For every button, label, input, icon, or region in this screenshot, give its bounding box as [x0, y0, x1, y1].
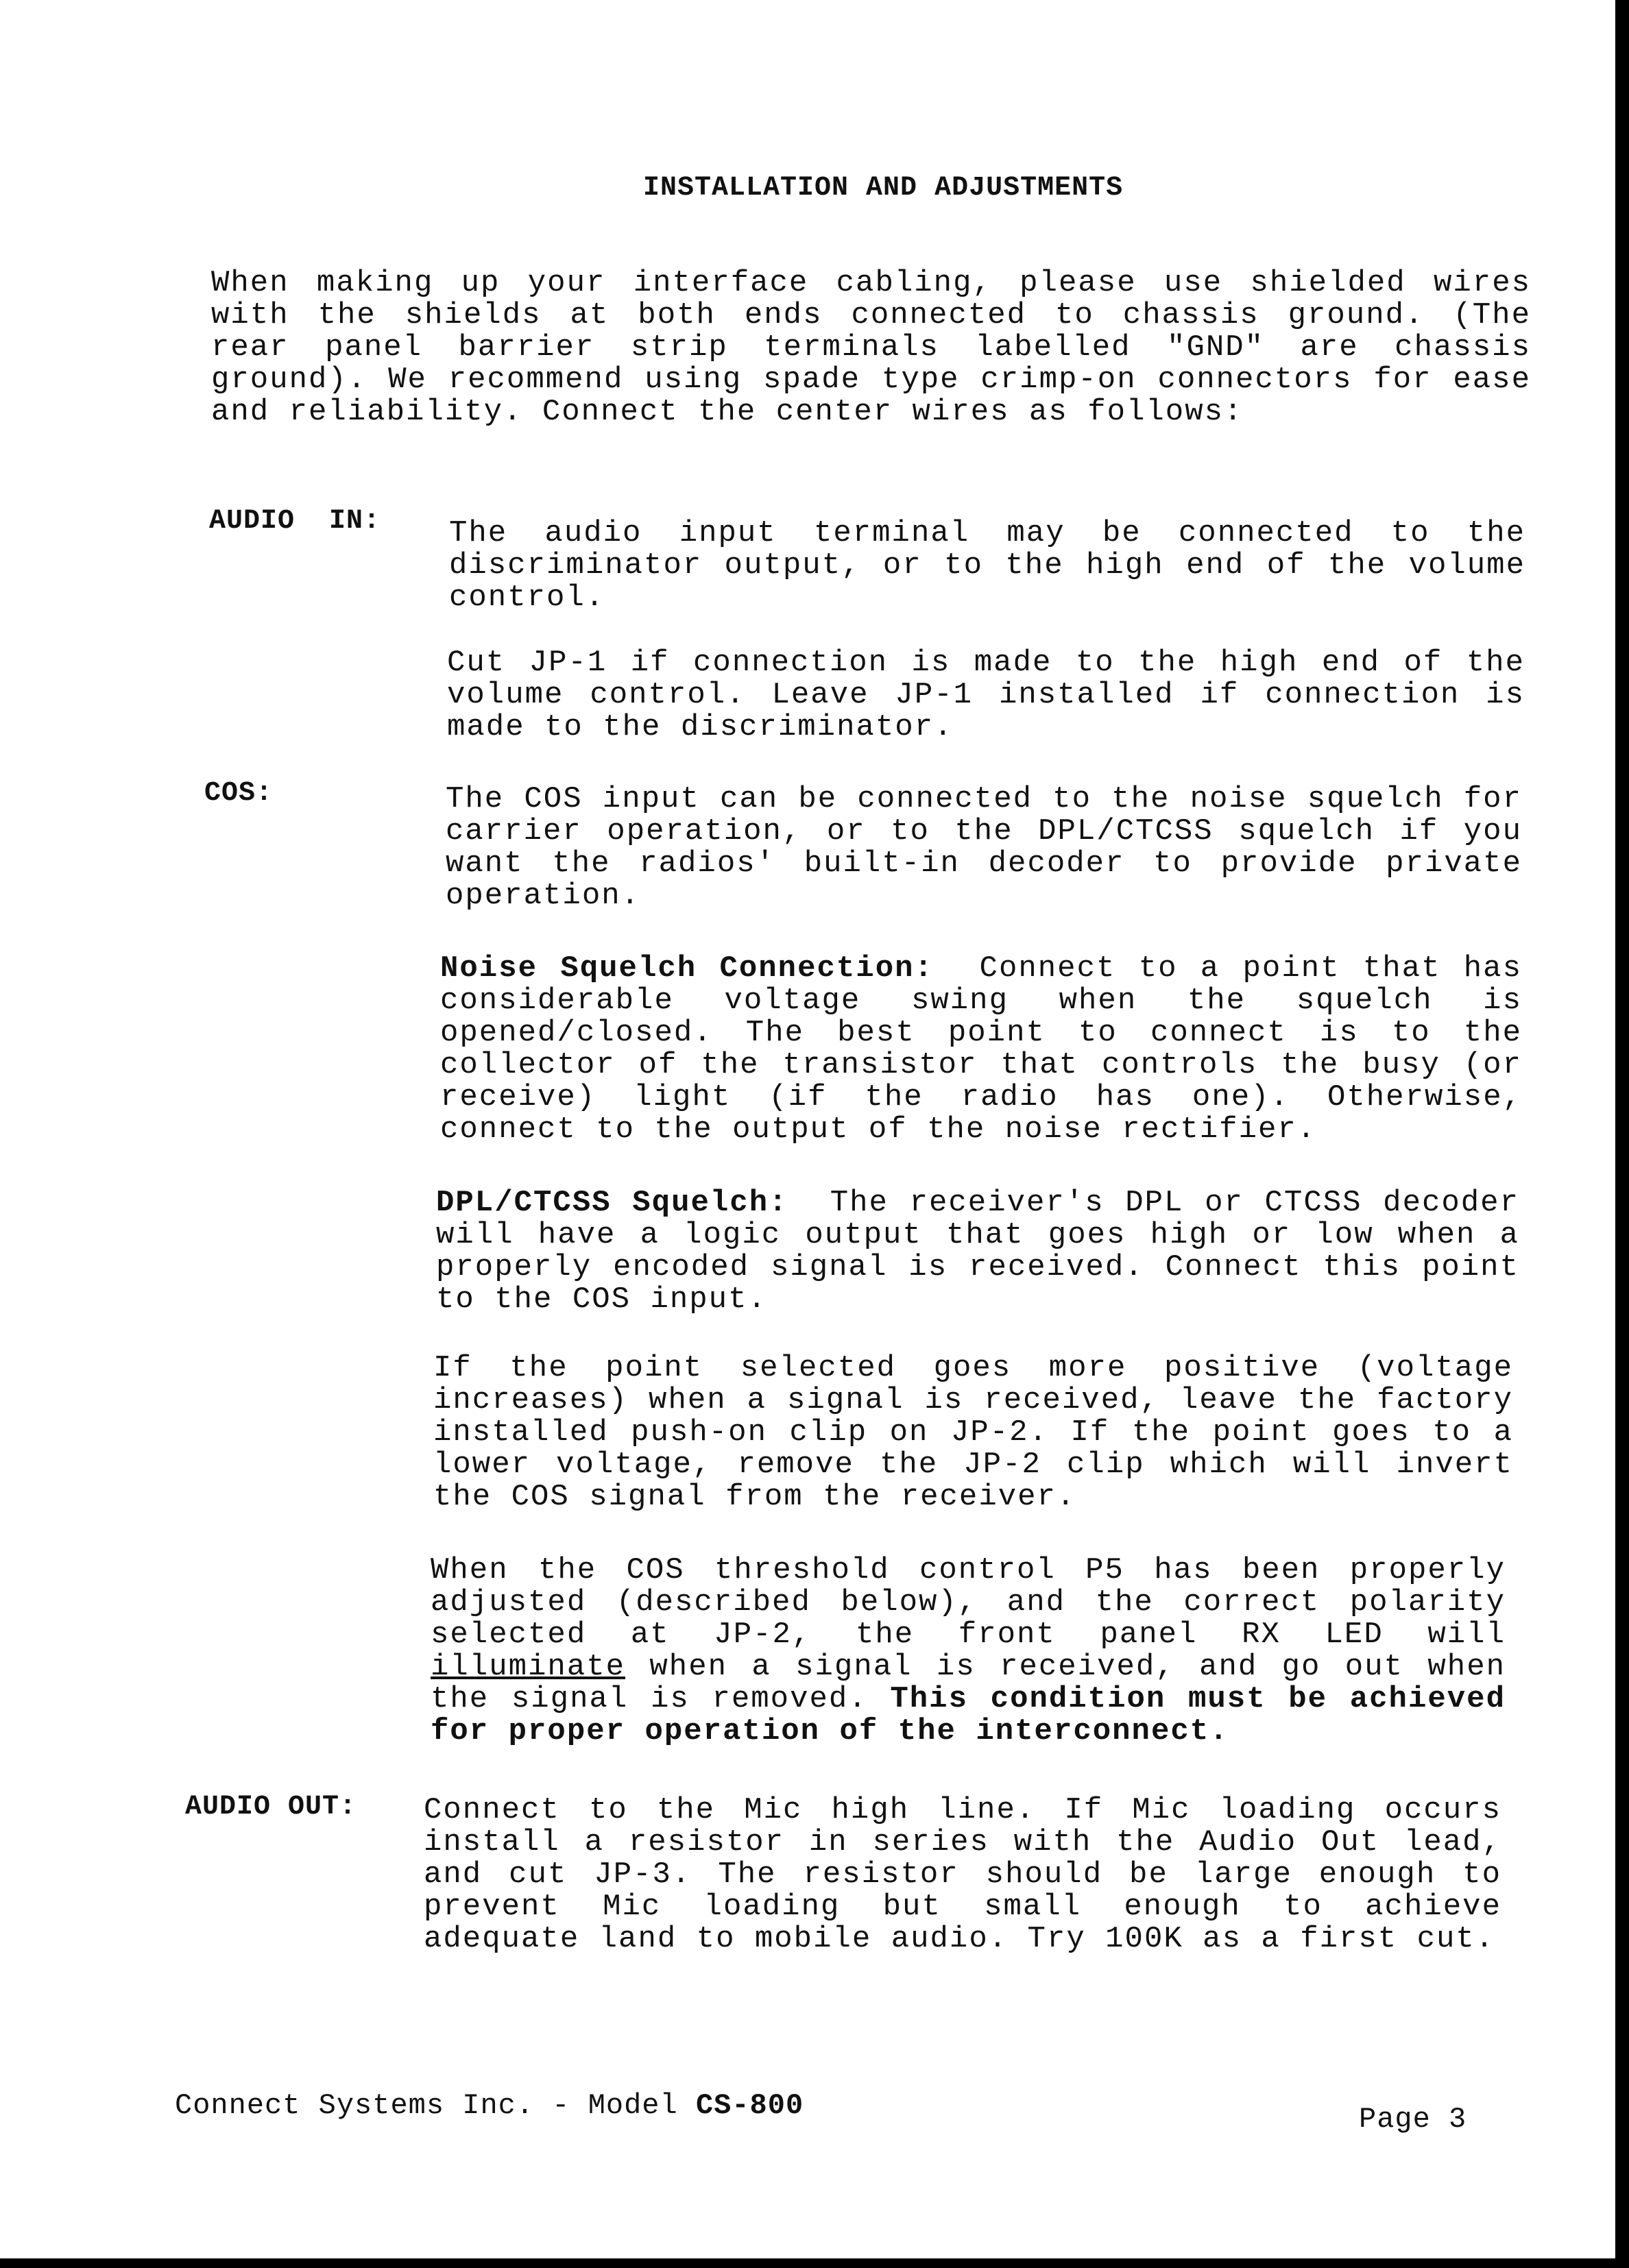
footer-company	[175, 2089, 804, 2122]
page-title: INSTALLATION AND ADJUSTMENTS	[643, 173, 1124, 204]
noise-squelch-paragraph	[440, 953, 1522, 1146]
scan-border-bottom	[0, 2258, 1629, 2268]
cos-label: COS:	[204, 778, 274, 809]
footer-company-text: Connect Systems Inc. - Model	[175, 2089, 678, 2122]
noise-squelch-text: Connect to a point that has considerable voltage swing when the squelch is opened/closed. The best point to connect is to the collector of the transistor that controls the busy (or receive) light (if the radio has one). Otherwise, connect to the output of the noise rectifier.	[440, 951, 1522, 1147]
dpl-ctcss-heading: DPL/CTCSS Squelch:	[436, 1186, 788, 1220]
audio-in-paragraph-2: Cut JP-1 if connection is made to the high end of the volume control. Leave JP-1 installed if connection is made to the discriminator.	[447, 646, 1525, 744]
noise-squelch-heading: Noise Squelch Connection:	[440, 951, 934, 986]
dpl-ctcss-paragraph	[436, 1187, 1519, 1316]
page-number: Page 3	[1359, 2103, 1467, 2136]
cos-threshold-text-b: when a signal is received, and go out when the signal is removed.	[431, 1650, 1506, 1716]
cos-polarity-paragraph: If the point selected goes more positive (voltage increases) when a signal is received, leave the factory installed push-on clip on JP-2. If the point goes to a lower voltage, remove the JP-2 clip which will invert the COS signal from the receiver.	[433, 1351, 1513, 1514]
audio-in-paragraph-1: The audio input terminal may be connected to the discriminator output, or to the high end of the volume control.	[449, 516, 1525, 615]
intro-paragraph: When making up your interface cabling, please use shielded wires with the shields at both ends connected to chassis ground. (The rear panel barrier strip terminals labelled "GND" are chassis ground). We recommend using spade type crimp-on connectors for ease and reliability. Connect the center wires as follows:	[211, 266, 1531, 429]
footer-model: CS-800	[695, 2089, 804, 2122]
scan-border-right	[1615, 0, 1629, 2268]
audio-out-paragraph: Connect to the Mic high line. If Mic loading occurs install a resistor in series with the Audio Out lead, and cut JP-3. The resistor should be large enough to prevent Mic loading but small enough to achieve adequate land to mobile audio. Try 100K as a first cut.	[424, 1793, 1501, 1956]
cos-threshold-emphasis: This condition must be achieved for proper operation of the interconnect.	[431, 1682, 1506, 1748]
audio-out-label: AUDIO OUT:	[185, 1792, 357, 1822]
cos-threshold-paragraph	[431, 1554, 1506, 1748]
cos-threshold-text-a: When the COS threshold control P5 has been properly adjusted (described below), and the correct polarity selected at JP-2, the front panel RX LED will	[431, 1553, 1506, 1652]
cos-paragraph-1: The COS input can be connected to the noise squelch for carrier operation, or to the DPL/CTCSS squelch if you want the radios' built-in decoder to provide private operation.	[446, 782, 1522, 913]
dpl-ctcss-text: The receiver's DPL or CTCSS decoder will have a logic output that goes high or low when a properly encoded signal is received. Connect this point to the COS input.	[436, 1186, 1519, 1317]
illuminate-underlined: illuminate	[431, 1650, 626, 1684]
audio-in-label: AUDIO IN:	[209, 506, 381, 537]
